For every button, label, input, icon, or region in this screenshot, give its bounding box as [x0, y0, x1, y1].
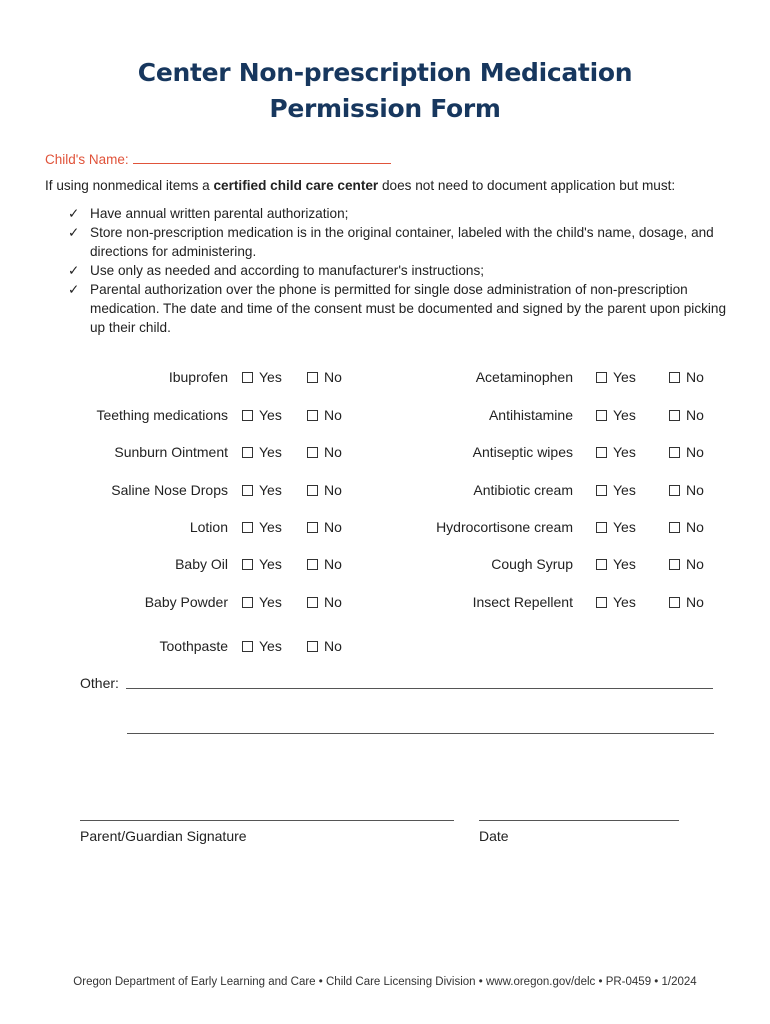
date-line[interactable]	[479, 820, 679, 821]
yes-checkbox[interactable]	[596, 597, 607, 608]
no-label: No	[686, 556, 704, 572]
yes-checkbox[interactable]	[596, 447, 607, 458]
yes-label: Yes	[613, 482, 636, 498]
no-option[interactable]	[307, 444, 342, 460]
no-option[interactable]	[669, 482, 704, 498]
date-label: Date	[479, 828, 509, 844]
medication-label: Toothpaste	[159, 638, 228, 654]
medication-label: Acetaminophen	[475, 369, 573, 385]
form-title	[0, 55, 770, 127]
yes-label: Yes	[259, 444, 282, 460]
no-option[interactable]	[669, 444, 704, 460]
yes-checkbox[interactable]	[242, 559, 253, 570]
yes-checkbox[interactable]	[242, 597, 253, 608]
title-line-1: Center Non-prescription Medication	[137, 58, 633, 87]
no-checkbox[interactable]	[307, 522, 318, 533]
no-checkbox[interactable]	[307, 641, 318, 652]
medication-label: Insect Repellent	[472, 594, 573, 610]
medication-label: Teething medications	[96, 407, 228, 423]
medication-label: Saline Nose Drops	[111, 482, 228, 498]
no-checkbox[interactable]	[669, 597, 680, 608]
yes-label: Yes	[259, 638, 282, 654]
no-checkbox[interactable]	[307, 597, 318, 608]
no-checkbox[interactable]	[669, 410, 680, 421]
requirement-text: Parental authorization over the phone is permitted for single dose administration of non-prescription medication. The date and time of the consent must be documented and signed by the parent upon picking up their child.	[90, 282, 727, 335]
yes-label: Yes	[259, 407, 282, 423]
yes-option[interactable]	[596, 444, 636, 460]
no-label: No	[686, 407, 704, 423]
yes-checkbox[interactable]	[242, 641, 253, 652]
yes-option[interactable]	[242, 482, 282, 498]
no-checkbox[interactable]	[669, 559, 680, 570]
no-label: No	[686, 519, 704, 535]
other-line-2[interactable]	[127, 733, 714, 734]
requirement-text: Use only as needed and according to manufacturer's instructions;	[90, 263, 485, 278]
yes-option[interactable]	[596, 482, 636, 498]
no-checkbox[interactable]	[669, 372, 680, 383]
no-label: No	[686, 369, 704, 385]
no-checkbox[interactable]	[307, 485, 318, 496]
yes-label: Yes	[613, 594, 636, 610]
child-name-label: Child's Name:	[45, 152, 129, 167]
medication-label: Antibiotic cream	[473, 482, 573, 498]
intro-bold: certified child care center	[213, 178, 379, 193]
yes-checkbox[interactable]	[242, 485, 253, 496]
check-icon: ✓	[68, 282, 80, 297]
footer-text: Oregon Department of Early Learning and Care • Child Care Licensing Division • www.oregon.gov/delc • PR-0459 • 1/2024	[73, 976, 697, 988]
child-name-line[interactable]	[133, 153, 391, 164]
yes-checkbox[interactable]	[242, 522, 253, 533]
no-option[interactable]	[307, 519, 342, 535]
yes-option[interactable]	[596, 594, 636, 610]
yes-option[interactable]	[596, 556, 636, 572]
signature-line[interactable]	[80, 820, 454, 821]
yes-label: Yes	[613, 556, 636, 572]
no-checkbox[interactable]	[307, 410, 318, 421]
no-label: No	[686, 594, 704, 610]
yes-checkbox[interactable]	[242, 447, 253, 458]
no-checkbox[interactable]	[669, 522, 680, 533]
intro-after: does not need to document application but must:	[378, 178, 676, 193]
medication-label: Baby Powder	[144, 594, 228, 610]
medication-label: Ibuprofen	[168, 369, 228, 385]
no-option[interactable]	[669, 519, 704, 535]
other-label: Other:	[80, 675, 119, 691]
requirement-text: Store non-prescription medication is in the original container, labeled with the child's name, dosage, and directions for administering.	[90, 225, 714, 259]
no-option[interactable]	[307, 482, 342, 498]
yes-label: Yes	[613, 369, 636, 385]
no-label: No	[324, 482, 342, 498]
yes-label: Yes	[259, 519, 282, 535]
check-icon: ✓	[68, 225, 80, 240]
yes-checkbox[interactable]	[596, 485, 607, 496]
yes-option[interactable]	[596, 519, 636, 535]
yes-option[interactable]	[242, 594, 282, 610]
yes-label: Yes	[259, 482, 282, 498]
no-option[interactable]	[669, 369, 704, 385]
requirements-list	[68, 204, 738, 337]
intro-text	[45, 178, 675, 193]
yes-option[interactable]	[242, 638, 282, 654]
no-option[interactable]	[307, 369, 342, 385]
no-label: No	[324, 407, 342, 423]
yes-checkbox[interactable]	[596, 522, 607, 533]
no-checkbox[interactable]	[307, 447, 318, 458]
signature-label: Parent/Guardian Signature	[80, 828, 247, 844]
medication-label: Sunburn Ointment	[114, 444, 228, 460]
no-option[interactable]	[669, 407, 704, 423]
yes-option[interactable]	[242, 444, 282, 460]
no-option[interactable]	[307, 407, 342, 423]
no-label: No	[324, 369, 342, 385]
medication-label: Antiseptic wipes	[472, 444, 573, 460]
yes-label: Yes	[613, 444, 636, 460]
other-line-1[interactable]	[126, 688, 713, 689]
no-checkbox[interactable]	[307, 559, 318, 570]
no-option[interactable]	[307, 638, 342, 654]
no-label: No	[324, 444, 342, 460]
yes-checkbox[interactable]	[596, 410, 607, 421]
yes-label: Yes	[259, 369, 282, 385]
no-label: No	[686, 482, 704, 498]
yes-option[interactable]	[242, 519, 282, 535]
no-option[interactable]	[307, 556, 342, 572]
no-option[interactable]	[669, 556, 704, 572]
requirement-item	[68, 223, 738, 261]
medication-label: Antihistamine	[488, 407, 573, 423]
yes-checkbox[interactable]	[242, 410, 253, 421]
no-checkbox[interactable]	[307, 372, 318, 383]
yes-label: Yes	[613, 519, 636, 535]
no-checkbox[interactable]	[669, 447, 680, 458]
title-line-2: Permission Form	[269, 94, 501, 123]
yes-checkbox[interactable]	[596, 372, 607, 383]
child-name-field[interactable]	[45, 152, 391, 167]
requirement-text: Have annual written parental authorization;	[90, 206, 349, 221]
medication-label: Lotion	[189, 519, 228, 535]
requirement-item	[68, 280, 738, 337]
requirement-item	[68, 204, 738, 223]
no-label: No	[324, 519, 342, 535]
requirement-item	[68, 261, 738, 280]
no-option[interactable]	[669, 594, 704, 610]
yes-checkbox[interactable]	[242, 372, 253, 383]
yes-label: Yes	[613, 407, 636, 423]
no-label: No	[324, 556, 342, 572]
check-icon: ✓	[68, 206, 80, 221]
no-label: No	[324, 594, 342, 610]
medication-label: Hydrocortisone cream	[436, 519, 573, 535]
no-label: No	[686, 444, 704, 460]
no-label: No	[324, 638, 342, 654]
check-icon: ✓	[68, 263, 80, 278]
intro-before: If using nonmedical items a	[45, 178, 214, 193]
yes-label: Yes	[259, 556, 282, 572]
medication-label: Baby Oil	[175, 556, 228, 572]
yes-option[interactable]	[596, 407, 636, 423]
yes-option[interactable]	[596, 369, 636, 385]
medication-label: Cough Syrup	[491, 556, 573, 572]
yes-option[interactable]	[242, 407, 282, 423]
no-option[interactable]	[307, 594, 342, 610]
yes-option[interactable]	[242, 556, 282, 572]
yes-label: Yes	[259, 594, 282, 610]
yes-checkbox[interactable]	[596, 559, 607, 570]
yes-option[interactable]	[242, 369, 282, 385]
no-checkbox[interactable]	[669, 485, 680, 496]
